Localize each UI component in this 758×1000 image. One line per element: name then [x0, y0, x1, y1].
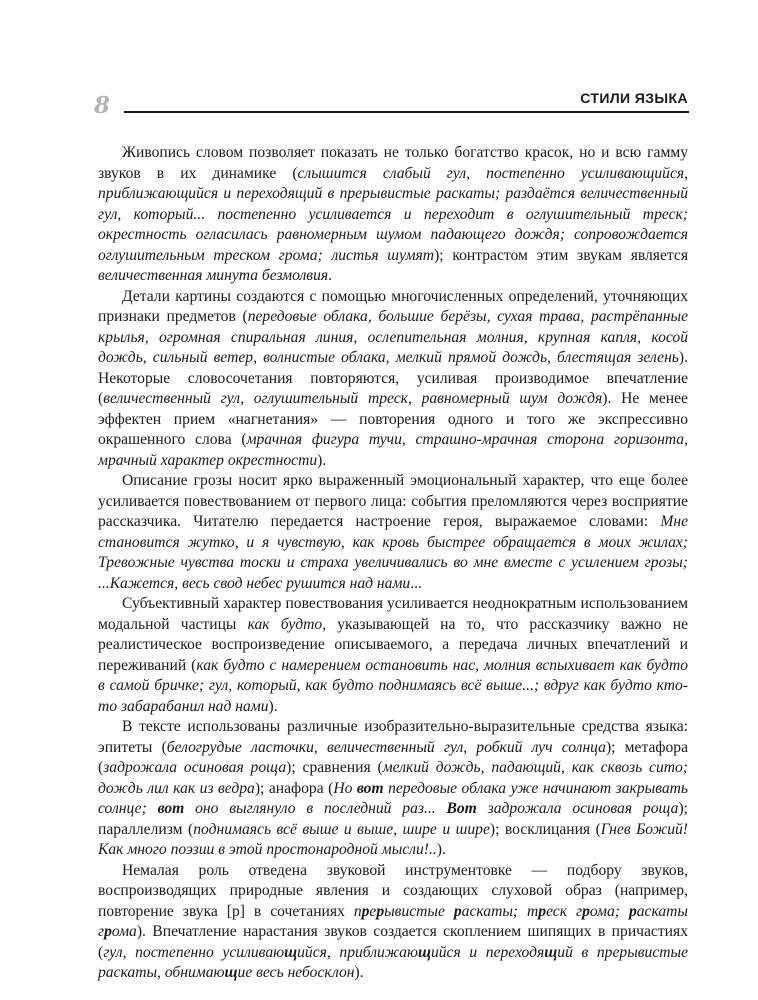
italic-run: ома: [111, 923, 137, 940]
emphasis-bold: р: [628, 902, 637, 920]
text-run: ); параллелизм (: [98, 800, 688, 838]
paragraph-2: [98, 287, 688, 472]
italic-run: [158, 800, 185, 817]
italic-run: [446, 800, 476, 817]
italic-run: мрачная фигура тучи, страшно-мрачная сторона горизонта, мрачный характер окрестности: [98, 431, 688, 469]
italic-run: ие весь небосклон: [237, 964, 355, 981]
italic-run: еск г: [546, 902, 583, 920]
text-run: ).: [317, 451, 327, 469]
emphasis-bold: щ: [417, 943, 431, 961]
italic-run: слышится слабый гул, постепенно усиливающийся, приближающийся и переходящий в прерывистые раскаты; раздаётся величественный гул, который... постепенно усиливается и переходит в оглушительный треск; окрестность огласилась равномерным шумом падающего дождя; сопровождается оглушительным треском грома; листья шумят: [98, 164, 689, 264]
emphasis-bold: щ: [544, 943, 558, 961]
italic-run: Мне становится жутко, и я чувствую, как кровь быстрее обращается в моих жилах; Тревожные чувства тоски и страха увеличивались во мне вместе с усилением грозы; ...Кажется, весь свод небес рушится над нами: [98, 513, 688, 592]
italic-run: оно выглянуло в последний раз...: [184, 800, 447, 817]
text-run: ).: [268, 697, 278, 715]
italic-run: [418, 944, 431, 961]
paragraph-4: [98, 594, 688, 717]
italic-run: ий в прерывистые раскаты, обнимаю: [98, 943, 688, 981]
italic-run: поднимаясь всё выше и выше, шире и шире: [193, 820, 490, 838]
emphasis-bold: р: [453, 902, 462, 920]
emphasis-bold: вот: [356, 779, 384, 797]
text-run: ); контрастом этим звукам является: [434, 246, 688, 264]
text-run: В тексте использованы различные изобразительно-выразительные средства языка: эпитеты (: [98, 718, 688, 756]
italic-run: как будто: [247, 615, 323, 633]
italic-run: ома;: [589, 902, 629, 920]
page-number: 8: [94, 92, 111, 119]
text-run: ); сравнения (: [286, 759, 383, 776]
text-run: .: [328, 267, 333, 284]
emphasis-bold: р: [376, 902, 385, 920]
paragraph-6: [98, 861, 688, 984]
text-run: Живопись словом позволяет показать не только богатство красок, но и всю гамму звуков в их динамике (: [98, 144, 688, 182]
italic-run: ийся и переходя: [430, 943, 545, 961]
italic-run: п: [353, 902, 362, 920]
italic-run: передовые облака, большие берёзы, сухая трава, растрёпанные крылья, огромная спиральная линия, ослепительная молния, крупная капля, косой дождь, сильный ветер, волнистые облака, мелкий прямой дождь, блестящая зелень: [98, 308, 688, 366]
body-text: [98, 143, 688, 984]
paragraph-5: [98, 717, 688, 861]
italic-run: задрожала осиновая роща: [103, 759, 287, 776]
italic-run: [225, 964, 238, 981]
text-run: Описание грозы носит ярко выраженный эмоциональный характер, что еще более усиливается повествованием от первого лица: события преломляются через восприятие рассказчика. Читателю передается настроение героя, выражаемое словами:: [98, 472, 688, 530]
italic-run: [629, 903, 637, 920]
italic-run: [454, 903, 462, 920]
italic-run: передовые облака уже начинают закрывать солнце;: [98, 779, 689, 817]
text-run: ). Некоторые словосочетания повторяются, усиливая производимое впечатление (: [98, 349, 688, 407]
emphasis-bold: р: [538, 902, 547, 920]
header-rule: [124, 111, 689, 113]
text-run: Немалая роль отведена звуковой инструментовке — подбору звуков, воспроизводящих природные явления и создающих слуховой образ (например, повторение звука [р] в сочетаниях: [98, 861, 688, 920]
italic-run: гул, постепенно усиливаю: [103, 943, 285, 961]
emphasis-bold: Вот: [446, 800, 477, 817]
paragraph-1: [98, 143, 688, 287]
text-run: ). Не менее эффектен прием «нагнетания» — повторения одного и того же экспрессивно окрашенного слова (: [98, 390, 688, 448]
emphasis-bold: щ: [284, 943, 298, 961]
italic-run: величественный гул, оглушительный треск, равномерный шум дождя: [103, 390, 603, 407]
emphasis-bold: р: [104, 923, 112, 940]
italic-run: [544, 944, 557, 961]
text-run: ).: [436, 841, 446, 858]
italic-run: е: [369, 902, 377, 920]
italic-run: задрожала осиновая роща: [476, 800, 679, 817]
italic-run: величественная минута безмолвия: [98, 267, 329, 284]
paragraph-3: [98, 471, 688, 594]
running-head: СТИЛИ ЯЗЫКА: [580, 90, 688, 106]
italic-run: мелкий дождь, падающий, как сквозь сито; дождь лил как из ведра: [98, 759, 689, 797]
text-run: , указывающей на то, что рассказчику важно не реалистическое воспроизведение описываемого, а передача личных впечатлений и переживаний (: [98, 615, 688, 674]
text-run: ). Впечатление нарастания звуков создается скоплением шипящих в причастиях (: [98, 923, 688, 961]
italic-run: [376, 903, 384, 920]
text-run: Субъективный характер повествования усиливается неоднократным использованием модальной частицы: [98, 595, 688, 633]
emphasis-bold: р: [361, 902, 370, 920]
emphasis-bold: р: [582, 902, 590, 920]
italic-run: [104, 923, 112, 940]
italic-run: ийся, приближаю: [297, 943, 418, 961]
italic-run: аскаты г: [98, 902, 688, 940]
text-run: Детали картины создаются с помощью многочисленных определений, уточняющих признаки предметов (: [98, 287, 688, 325]
italic-run: [538, 903, 546, 920]
italic-run: Гнев Божий! Как много поэзии в этой простонародной мысли!..: [98, 820, 688, 858]
italic-run: ывистые: [384, 902, 454, 920]
italic-run: аскаты; т: [461, 902, 539, 920]
italic-run: Но: [333, 779, 357, 797]
text-run: ); анафора (: [254, 779, 334, 797]
text-run: ).: [354, 964, 364, 981]
italic-run: [582, 903, 590, 920]
text-run: ); метафора (: [98, 738, 688, 776]
italic-run: [284, 944, 297, 961]
emphasis-bold: вот: [157, 800, 185, 817]
italic-run: [357, 780, 384, 797]
text-run: ...: [410, 574, 422, 592]
emphasis-bold: щ: [224, 964, 238, 981]
text-run: ); восклицания (: [489, 820, 601, 838]
italic-run: как будто с намерением остановить нас, молния вспыхивает как будто в самой бричке; гул, который, как будто поднимаясь всё выше...; вдруг как будто кто-то забарабанил над нами: [98, 656, 689, 715]
italic-run: белогрудые ласточки, величественный гул, робкий луч солнца: [166, 738, 606, 756]
